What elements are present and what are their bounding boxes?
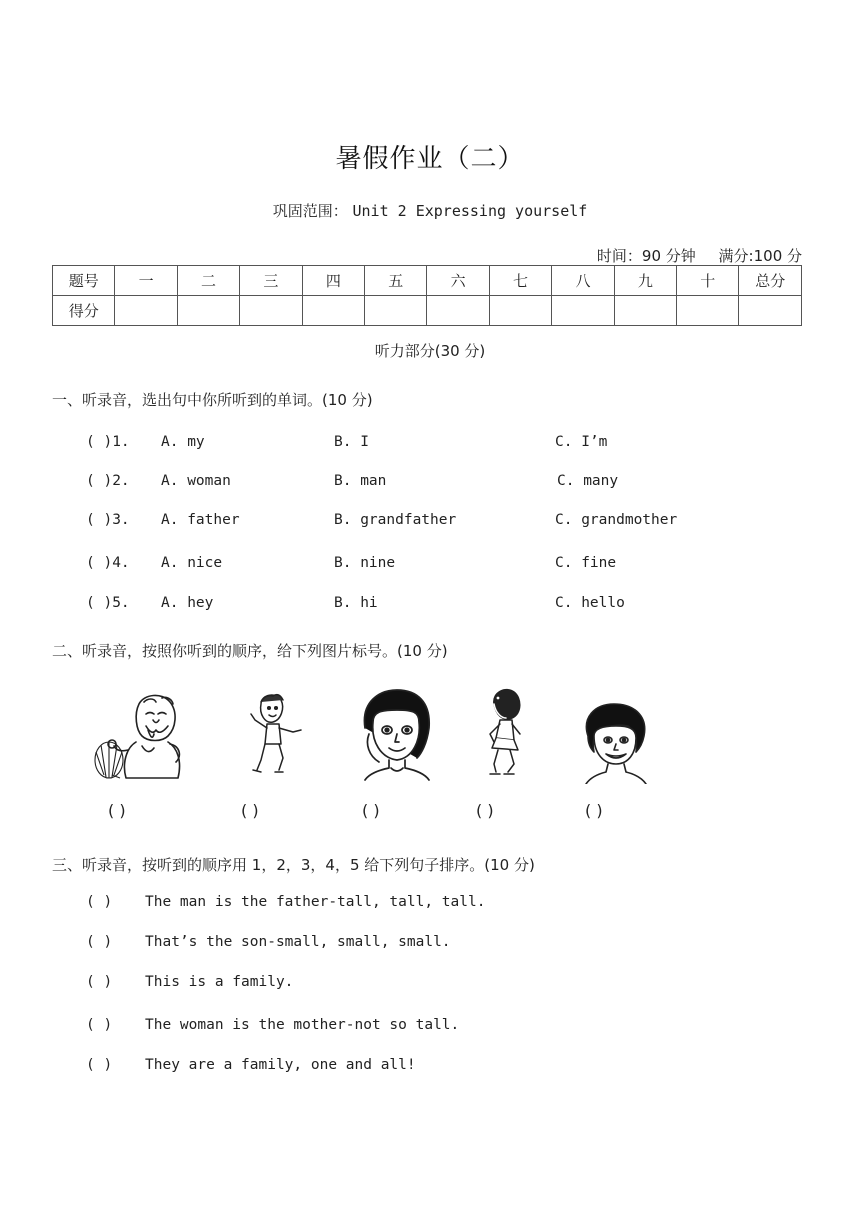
picture-4-blank[interactable]: ( ) (476, 801, 494, 820)
section3-heading: 三、听录音，按听到的顺序用 1，2，3，4，5 给下列句子排序。(10 分) (52, 856, 535, 874)
sentence-text: This is a family. (145, 974, 294, 990)
question-number[interactable]: ( )2. (86, 473, 130, 489)
option-a: A. my (161, 434, 205, 450)
sentence-text: They are a family, one and all! (145, 1057, 416, 1073)
question-number[interactable]: ( )5. (86, 595, 130, 611)
scope-value: Unit 2 Expressing yourself (352, 202, 588, 220)
score-table-score-row (53, 296, 802, 326)
scope-label: 巩固范围： (272, 202, 348, 220)
option-a: A. hey (161, 595, 214, 611)
score-blank-cell[interactable] (365, 296, 427, 326)
score-blank-cell[interactable] (240, 296, 302, 326)
option-c: C. many (557, 473, 619, 489)
sentence-blank[interactable]: ( ) (86, 894, 113, 910)
score-cell: 四 (302, 266, 364, 296)
score-blank-cell[interactable] (552, 296, 614, 326)
picture-1-blank[interactable]: ( ) (108, 801, 126, 820)
score-cell: 七 (489, 266, 551, 296)
option-c: C. hello (555, 595, 625, 611)
score-cell: 题号 (53, 266, 115, 296)
sentence-blank[interactable]: ( ) (86, 1057, 113, 1073)
score-blank-cell[interactable] (115, 296, 177, 326)
score-cell: 九 (614, 266, 676, 296)
option-b: B. I (334, 434, 369, 450)
woman-face-icon (580, 700, 652, 784)
score-cell: 八 (552, 266, 614, 296)
score-blank-cell[interactable] (177, 296, 239, 326)
score-cell: 总分 (739, 266, 802, 296)
sentence-blank[interactable]: ( ) (86, 934, 113, 950)
score-cell: 三 (240, 266, 302, 296)
option-c: C. fine (555, 555, 617, 571)
sentence-text: The woman is the mother-not so tall. (145, 1017, 460, 1033)
section2-heading: 二、听录音，按照你听到的顺序，给下列图片标号。(10 分) (52, 642, 448, 660)
boy-running-icon (243, 690, 307, 782)
score-table-header-row (53, 266, 802, 296)
score-cell: 一 (115, 266, 177, 296)
option-c: C. I’m (555, 434, 608, 450)
score-blank-cell[interactable] (302, 296, 364, 326)
score-table (52, 265, 802, 326)
time-limit: 时间：90 分钟 (596, 247, 696, 265)
picture-2-blank[interactable]: ( ) (241, 801, 259, 820)
score-blank-cell[interactable] (427, 296, 489, 326)
score-cell: 六 (427, 266, 489, 296)
page-title: 暑假作业（二） (335, 144, 525, 174)
score-blank-cell[interactable] (614, 296, 676, 326)
option-c: C. grandmother (555, 512, 678, 528)
score-blank-cell[interactable] (739, 296, 802, 326)
option-a: A. father (161, 512, 240, 528)
girl-walking-icon (478, 686, 534, 782)
picture-3-blank[interactable]: ( ) (362, 801, 380, 820)
listening-heading: 听力部分(30 分) (374, 342, 486, 360)
grandfather-with-fan-icon (92, 690, 192, 782)
sentence-text: The man is the father-tall, tall, tall. (145, 894, 486, 910)
girl-face-icon (355, 688, 437, 782)
score-blank-cell[interactable] (489, 296, 551, 326)
score-row-label: 得分 (53, 296, 115, 326)
option-a: A. woman (161, 473, 231, 489)
score-cell: 二 (177, 266, 239, 296)
option-b: B. hi (334, 595, 378, 611)
score-cell: 五 (365, 266, 427, 296)
option-b: B. nine (334, 555, 396, 571)
option-a: A. nice (161, 555, 223, 571)
time-info (597, 245, 802, 266)
full-score: 满分:100 分 (718, 247, 802, 265)
sentence-text: That’s the son-small, small, small. (145, 934, 451, 950)
score-blank-cell[interactable] (677, 296, 739, 326)
scope-line (0, 200, 860, 221)
question-number[interactable]: ( )1. (86, 434, 130, 450)
picture-5-blank[interactable]: ( ) (585, 801, 603, 820)
sentence-blank[interactable]: ( ) (86, 1017, 113, 1033)
question-number[interactable]: ( )3. (86, 512, 130, 528)
sentence-blank[interactable]: ( ) (86, 974, 113, 990)
option-b: B. man (334, 473, 387, 489)
option-b: B. grandfather (334, 512, 457, 528)
section1-heading: 一、听录音，选出句中你所听到的单词。(10 分) (52, 391, 373, 409)
score-cell: 十 (677, 266, 739, 296)
question-number[interactable]: ( )4. (86, 555, 130, 571)
